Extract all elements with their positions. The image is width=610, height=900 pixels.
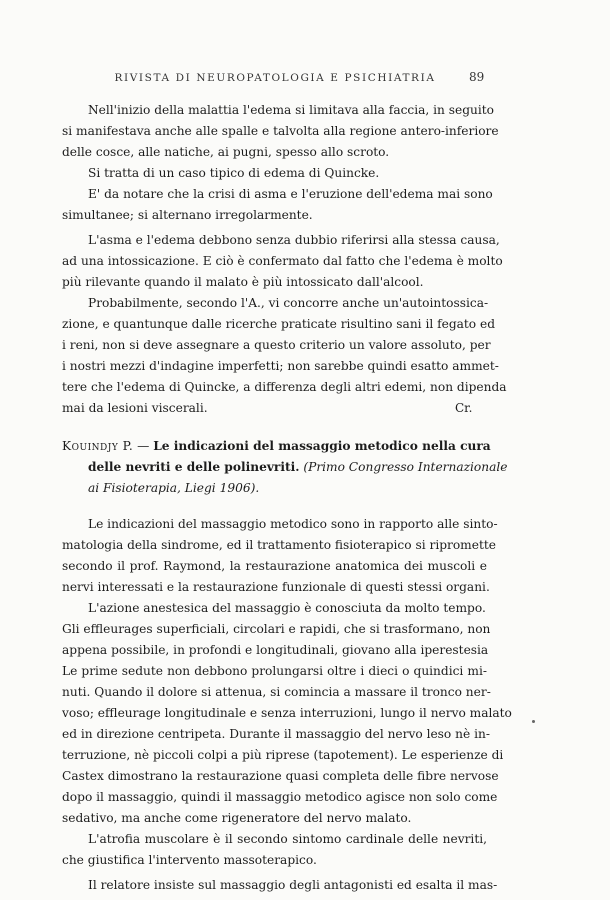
text-line: ad una intossicazione. E ciò è confermato dal fatto che l'edema è molto xyxy=(62,254,503,268)
text-line: Nell'inizio della malattia l'edema si limitava alla faccia, in seguito xyxy=(88,103,495,117)
text-line: Castex dimostrano la restaurazione quasi completa delle fibre nervose xyxy=(62,769,499,783)
article-heading-line2 xyxy=(88,457,508,477)
text-line: simultanee; si alternano irregolarmente. xyxy=(62,208,313,222)
text-line: Si tratta di un caso tipico di edema di Quincke. xyxy=(88,166,380,180)
article-source-part2: ai Fisioterapia, Liegi 1906). xyxy=(88,481,260,495)
running-header: RIVISTA DI NEUROPATOLOGIA E PSICHIATRIA xyxy=(114,72,436,84)
text-line: E' da notare che la crisi di asma e l'eruzione dell'edema mai sono xyxy=(88,187,493,201)
page-number: 89 xyxy=(469,70,485,84)
text-line: L'azione anestesica del massaggio è conosciuta da molto tempo. xyxy=(88,601,486,615)
text-line: sedativo, ma anche come rigeneratore del nervo malato. xyxy=(62,811,412,825)
text-line: voso; effleurage longitudinale e senza interruzioni, lungo il nervo malato xyxy=(62,706,512,720)
text-line: L'atrofia muscolare è il secondo sintomo cardinale delle nevriti, xyxy=(88,832,487,846)
article-heading-line3 xyxy=(88,478,487,498)
text-line: dopo il massaggio, quindi il massaggio metodico agisce non solo come xyxy=(62,790,498,804)
article-title-part1: Le indicazioni del massaggio metodico nella cura xyxy=(153,439,491,453)
text-line: i nostri mezzi d'indagine imperfetti; non sarebbe quindi esatto ammet- xyxy=(62,359,499,373)
text-line: si manifestava anche alle spalle e talvolta alla regione antero-inferiore xyxy=(62,124,499,138)
text-line: secondo il prof. Raymond, la restaurazione anatomica dei muscoli e xyxy=(62,559,487,573)
text-line: appena possibile, in profondi e longitudinali, giovano alla iperestesia xyxy=(62,643,489,657)
text-line: zione, e quantunque dalle ricerche praticate risultino sani il fegato ed xyxy=(62,317,496,331)
article-source-part1: (Primo Congresso Internazionale xyxy=(303,460,508,474)
text-line: delle cosce, alle natiche, ai pugni, spesso allo scroto. xyxy=(62,145,390,159)
text-line: Probabilmente, secondo l'A., vi concorre anche un'autointossica- xyxy=(88,296,489,310)
text-line: che giustifica l'intervento massoterapico. xyxy=(62,853,317,867)
text-line: Il relatore insiste sul massaggio degli antagonisti ed esalta il mas- xyxy=(88,878,498,892)
text-line: più rilevante quando il malato è più intossicato dall'alcool. xyxy=(62,275,424,289)
text-line: i reni, non si deve assegnare a questo criterio un valore assoluto, per xyxy=(62,338,491,352)
article-author: Kouindjy P. xyxy=(62,439,134,453)
text-line: ed in direzione centripeta. Durante il massaggio del nervo leso nè in- xyxy=(62,727,490,741)
scan-speck xyxy=(532,720,535,723)
article-heading-line1 xyxy=(62,436,491,456)
text-line: matologia della sindrome, ed il trattamento fisioterapico si ripromette xyxy=(62,538,496,552)
text-line: L'asma e l'edema debbono senza dubbio riferirsi alla stessa causa, xyxy=(88,233,500,247)
text-line: terruzione, nè piccoli colpi a più riprese (tapotement). Le esperienze di xyxy=(62,748,504,762)
text-line: Gli effleurages superficiali, circolari e rapidi, che si trasformano, non xyxy=(62,622,491,636)
text-line: tere che l'edema di Quincke, a differenza degli altri edemi, non dipenda xyxy=(62,380,507,394)
text-line: Le prime sedute non debbono prolungarsi oltre i dieci o quindici mi- xyxy=(62,664,487,678)
text-line: nervi interessati e la restaurazione funzionale di questi stessi organi. xyxy=(62,580,490,594)
article-title-part2: delle nevriti e delle polinevriti. xyxy=(88,460,300,474)
heading-dash: — xyxy=(137,439,150,453)
text-line: nuti. Quando il dolore si attenua, si comincia a massare il tronco ner- xyxy=(62,685,491,699)
text-line: Le indicazioni del massaggio metodico sono in rapporto alle sinto- xyxy=(88,517,498,531)
text-line: mai da lesioni viscerali. xyxy=(62,401,208,415)
author-signature: Cr. xyxy=(455,401,473,415)
